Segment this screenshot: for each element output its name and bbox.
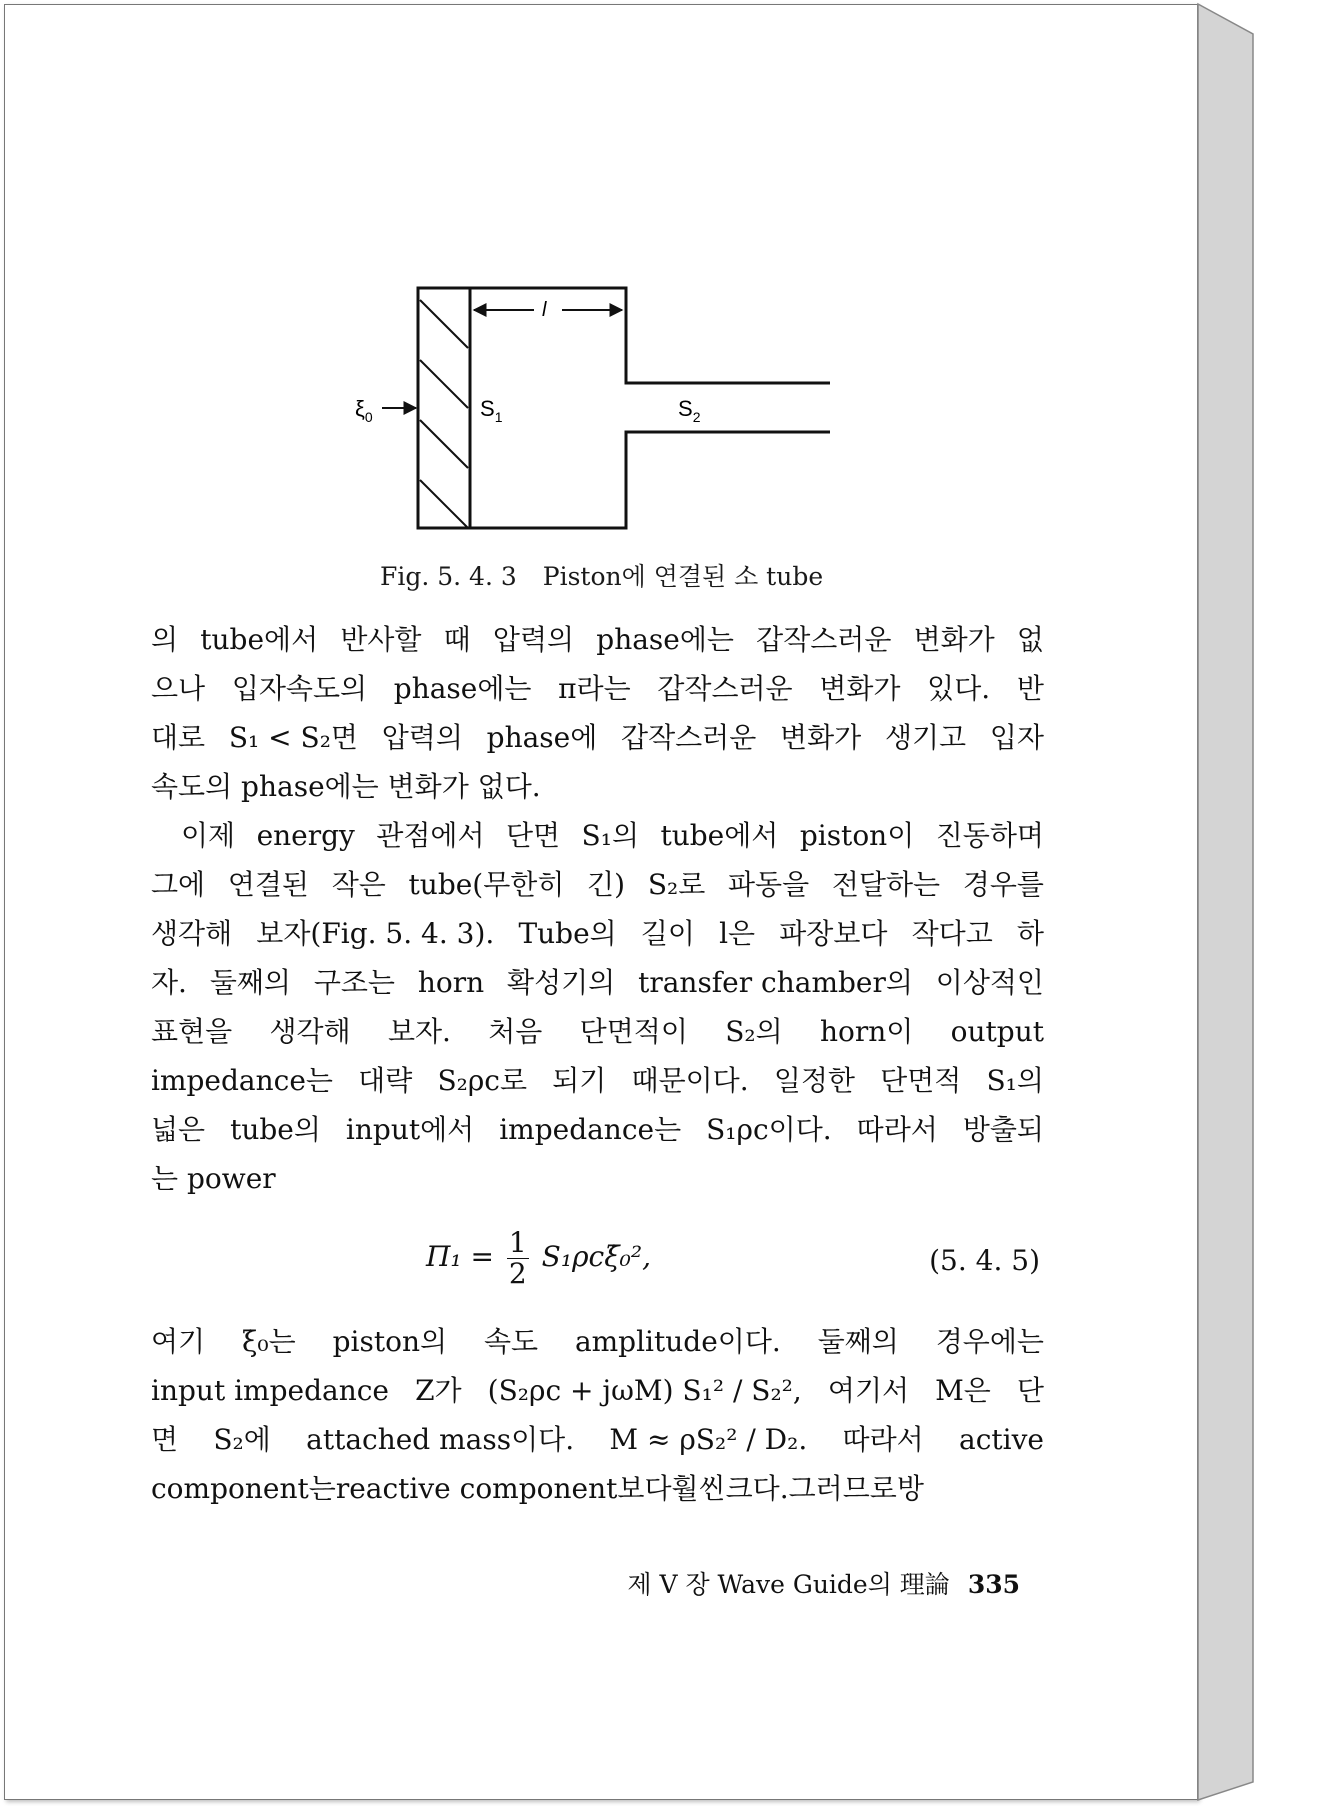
page-number: 335 — [967, 1570, 1020, 1599]
word: Tube의 — [518, 917, 617, 950]
text-line — [151, 1366, 1044, 1415]
word: input impedance — [151, 1374, 389, 1407]
word: 변화가 — [819, 672, 901, 705]
equation-lhs: Π₁ = — [426, 1240, 495, 1273]
paragraph-1 — [151, 615, 1044, 811]
word: 단면적이 — [579, 1015, 688, 1048]
word: 파동을 — [728, 868, 810, 901]
word: 속도 — [483, 1325, 539, 1358]
word: 하 — [1016, 917, 1044, 950]
word: 는 power — [151, 1162, 276, 1195]
caption-text: Piston에 연결된 소 tube — [542, 562, 824, 591]
word: piston의 — [332, 1325, 448, 1358]
word: 면 — [151, 1423, 179, 1456]
word: transfer chamber의 — [638, 966, 913, 999]
word: tube에서 — [200, 623, 319, 656]
word: 작다고 — [911, 917, 993, 950]
svg-text:ξ0 — [355, 396, 373, 425]
word: 자. — [151, 966, 187, 999]
piston-hatch — [420, 300, 468, 528]
word: attached mass이다. — [306, 1423, 575, 1456]
svg-text:S2 — [678, 396, 701, 425]
fraction-denominator: 2 — [508, 1257, 527, 1290]
text-line — [151, 1317, 1044, 1366]
word: S₂에 — [213, 1423, 271, 1456]
text-line — [151, 860, 1044, 909]
label-s1: S — [480, 396, 495, 421]
word: phase에는 — [393, 672, 532, 705]
word: 대로 — [151, 721, 206, 754]
running-head: 제 Ⅴ 장 Wave Guide의 理論 — [627, 1570, 950, 1599]
word: 없 — [1016, 623, 1044, 656]
word: piston이 — [799, 819, 915, 852]
word: l은 — [719, 917, 756, 950]
word: 따라서 — [856, 1113, 938, 1146]
word: π라는 — [558, 672, 631, 705]
word: energy — [256, 819, 355, 852]
word: 있다. — [927, 672, 991, 705]
word: 경우를 — [962, 868, 1044, 901]
text-line — [151, 1464, 1044, 1513]
word: 그에 — [151, 868, 206, 901]
word: 입자속도의 — [231, 672, 368, 705]
word: (S₂ρc + jωM) S₁² / S₂², — [487, 1374, 802, 1407]
svg-text:S1 — [480, 396, 503, 425]
word: 방 — [896, 1472, 924, 1505]
word: horn — [417, 966, 485, 999]
tube-outline — [470, 288, 830, 528]
word: 그러므로 — [788, 1472, 897, 1505]
word: M ≈ ρS₂² / D₂. — [609, 1423, 808, 1456]
paragraph-2 — [151, 811, 1044, 1203]
word: 방출되 — [962, 1113, 1044, 1146]
word: tube의 — [230, 1113, 321, 1146]
paragraph-3 — [151, 1317, 1044, 1513]
word: impedance는 — [499, 1113, 682, 1146]
word: 여기서 — [827, 1374, 910, 1407]
word: 연결된 — [227, 868, 309, 901]
label-s1-sub: 1 — [494, 409, 503, 425]
word: S₁의 — [581, 819, 640, 852]
word: 반 — [1016, 672, 1044, 705]
word: 보자(Fig. 5. 4. 3). — [256, 917, 495, 950]
label-xi: ξ — [355, 396, 365, 421]
text-line — [151, 1105, 1044, 1154]
text-line — [151, 1056, 1044, 1105]
word: 단면 — [505, 819, 561, 852]
word: M은 — [935, 1374, 991, 1407]
equation-5-4-5 — [151, 1220, 1044, 1290]
word: phase에 — [486, 721, 598, 754]
word: 이제 — [181, 819, 236, 852]
equation-rhs: S₁ρcξ̇₀², — [541, 1240, 651, 1273]
word: ξ̇₀는 — [242, 1325, 296, 1358]
word: 일정한 — [773, 1064, 855, 1097]
word: 갑작스러운 — [621, 721, 757, 754]
word: horn이 — [819, 1015, 914, 1048]
word: S₁ρc이다. — [706, 1113, 832, 1146]
text-line — [151, 958, 1044, 1007]
word: 둘째의 — [209, 966, 291, 999]
equation-number: (5. 4. 5) — [929, 1244, 1040, 1277]
word: output — [950, 1015, 1044, 1048]
word: 여기 — [151, 1325, 206, 1358]
text-line — [151, 664, 1044, 713]
word: S₂로 — [647, 868, 706, 901]
word: 전달하는 — [831, 868, 941, 901]
word: 이상적인 — [935, 966, 1044, 999]
word: 확성기의 — [507, 966, 616, 999]
word: tube(무한히 — [408, 868, 565, 901]
word: 되기 — [552, 1064, 607, 1097]
word: 처음 — [488, 1015, 543, 1048]
word: 구조는 — [313, 966, 395, 999]
word: phase에는 — [596, 623, 734, 656]
word: 크다. — [725, 1472, 789, 1505]
word: input에서 — [345, 1113, 475, 1146]
text-line — [151, 1007, 1044, 1056]
text-line — [151, 1415, 1044, 1464]
word: reactive component보다 — [335, 1472, 672, 1505]
text-line — [151, 762, 1044, 811]
text-line — [151, 1154, 1044, 1203]
label-s2-sub: 2 — [692, 409, 701, 425]
book-spine — [1198, 4, 1258, 1800]
text-line — [151, 909, 1044, 958]
word: 훨씬 — [671, 1472, 726, 1505]
piston-tube-figure — [350, 280, 850, 540]
word: impedance는 — [151, 1064, 333, 1097]
word: amplitude이다. — [574, 1325, 781, 1358]
word: 입자 — [989, 721, 1044, 754]
word: 의 — [151, 623, 179, 656]
word: 으나 — [151, 672, 206, 705]
word: 생각해 — [151, 917, 233, 950]
word: 압력의 — [492, 623, 575, 656]
word: 진동하며 — [935, 819, 1044, 852]
word: 갑작스러운 — [756, 623, 892, 656]
equation-fraction — [507, 1228, 529, 1289]
text-line — [151, 713, 1044, 762]
word: 갑작스러운 — [657, 672, 793, 705]
label-xi-sub: 0 — [364, 409, 373, 425]
word: active — [959, 1423, 1044, 1456]
word: 생각해 — [269, 1015, 351, 1048]
text-line — [151, 811, 1044, 860]
word: 길이 — [640, 917, 695, 950]
word: 압력의 — [381, 721, 463, 754]
word: component는 — [151, 1472, 336, 1505]
label-l: l — [542, 299, 547, 321]
word: S₁ < S₂면 — [228, 721, 358, 754]
word: 경우에는 — [935, 1325, 1044, 1358]
fraction-numerator: 1 — [508, 1226, 527, 1259]
word: 표현을 — [151, 1015, 233, 1048]
word: 넓은 — [151, 1113, 206, 1146]
word: 때 — [443, 623, 471, 656]
word: 반사할 — [340, 623, 422, 656]
word: 변화가 — [780, 721, 862, 754]
figure-caption — [380, 557, 940, 593]
word: 변화가 — [913, 623, 995, 656]
word: 보자. — [387, 1015, 451, 1048]
caption-number: Fig. 5. 4. 3 — [380, 562, 517, 591]
word: 생기고 — [884, 721, 967, 754]
word: Z가 — [415, 1374, 462, 1407]
word: 따라서 — [842, 1423, 924, 1456]
word: S₂의 — [725, 1015, 783, 1048]
word: 작은 — [331, 868, 386, 901]
word: 긴) — [587, 868, 626, 901]
text-line — [151, 615, 1044, 664]
page-footer — [600, 1565, 1020, 1601]
word: 대략 — [358, 1064, 413, 1097]
word: 관점에서 — [376, 819, 485, 852]
word: 둘째의 — [817, 1325, 899, 1358]
word: S₁의 — [986, 1064, 1044, 1097]
word: S₂ρc로 — [437, 1064, 528, 1097]
word: 파장보다 — [779, 917, 888, 950]
label-s2: S — [678, 396, 693, 421]
word: 단 — [1016, 1374, 1044, 1407]
word: 단면적 — [880, 1064, 962, 1097]
word: 속도의 phase에는 변화가 없다. — [151, 770, 541, 803]
word: 때문이다. — [631, 1064, 749, 1097]
word: tube에서 — [660, 819, 779, 852]
